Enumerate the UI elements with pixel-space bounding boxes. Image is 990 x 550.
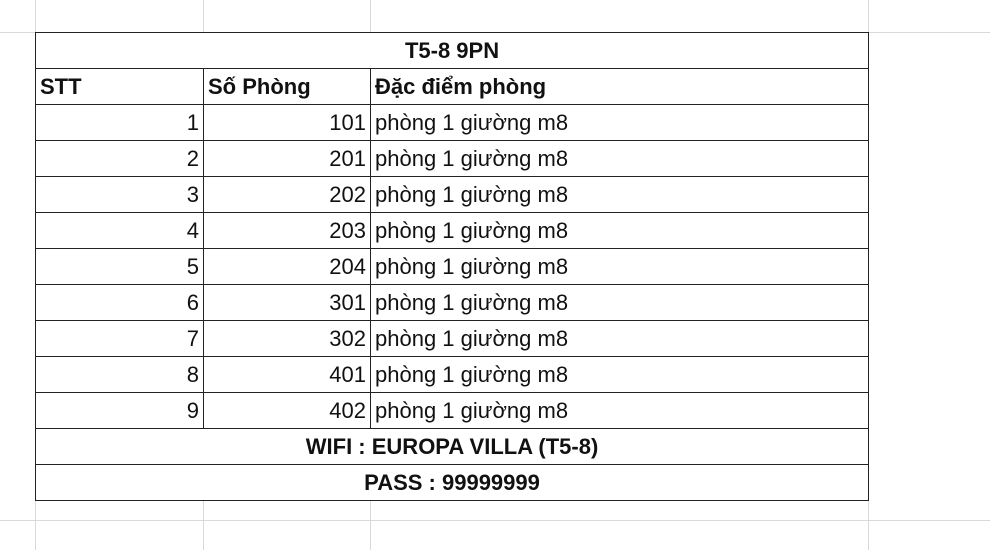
cell-desc[interactable]: phòng 1 giường m8 [371, 141, 869, 177]
cell-desc[interactable]: phòng 1 giường m8 [371, 105, 869, 141]
table-row [36, 285, 869, 321]
cell-room[interactable]: 203 [204, 213, 371, 249]
wifi-row [36, 429, 869, 465]
cell-room[interactable]: 301 [204, 285, 371, 321]
pass-cell[interactable]: PASS : 99999999 [36, 465, 869, 501]
table-row [36, 357, 869, 393]
cell-stt[interactable]: 6 [36, 285, 204, 321]
cell-stt[interactable]: 3 [36, 177, 204, 213]
wifi-cell[interactable]: WIFI : EUROPA VILLA (T5-8) [36, 429, 869, 465]
cell-stt[interactable]: 5 [36, 249, 204, 285]
cell-room[interactable]: 204 [204, 249, 371, 285]
cell-desc[interactable]: phòng 1 giường m8 [371, 357, 869, 393]
table-row [36, 177, 869, 213]
table-row [36, 393, 869, 429]
cell-stt[interactable]: 1 [36, 105, 204, 141]
table-title[interactable]: T5-8 9PN [36, 33, 869, 69]
cell-stt[interactable]: 8 [36, 357, 204, 393]
header-row [36, 69, 869, 105]
cell-desc[interactable]: phòng 1 giường m8 [371, 285, 869, 321]
cell-desc[interactable]: phòng 1 giường m8 [371, 249, 869, 285]
cell-room[interactable]: 101 [204, 105, 371, 141]
cell-stt[interactable]: 9 [36, 393, 204, 429]
cell-desc[interactable]: phòng 1 giường m8 [371, 213, 869, 249]
header-so-phong[interactable]: Số Phòng [204, 69, 371, 105]
cell-desc[interactable]: phòng 1 giường m8 [371, 177, 869, 213]
table-row [36, 105, 869, 141]
cell-stt[interactable]: 2 [36, 141, 204, 177]
cell-room[interactable]: 402 [204, 393, 371, 429]
cell-stt[interactable]: 7 [36, 321, 204, 357]
cell-room[interactable]: 201 [204, 141, 371, 177]
header-stt[interactable]: STT [36, 69, 204, 105]
title-row [36, 33, 869, 69]
cell-desc[interactable]: phòng 1 giường m8 [371, 393, 869, 429]
header-dac-diem[interactable]: Đặc điểm phòng [371, 69, 869, 105]
table-row [36, 213, 869, 249]
cell-room[interactable]: 202 [204, 177, 371, 213]
grid-row-line [0, 520, 990, 521]
pass-row [36, 465, 869, 501]
table-row [36, 321, 869, 357]
cell-room[interactable]: 302 [204, 321, 371, 357]
room-table [35, 32, 869, 501]
table-row [36, 141, 869, 177]
cell-stt[interactable]: 4 [36, 213, 204, 249]
cell-room[interactable]: 401 [204, 357, 371, 393]
table-row [36, 249, 869, 285]
cell-desc[interactable]: phòng 1 giường m8 [371, 321, 869, 357]
